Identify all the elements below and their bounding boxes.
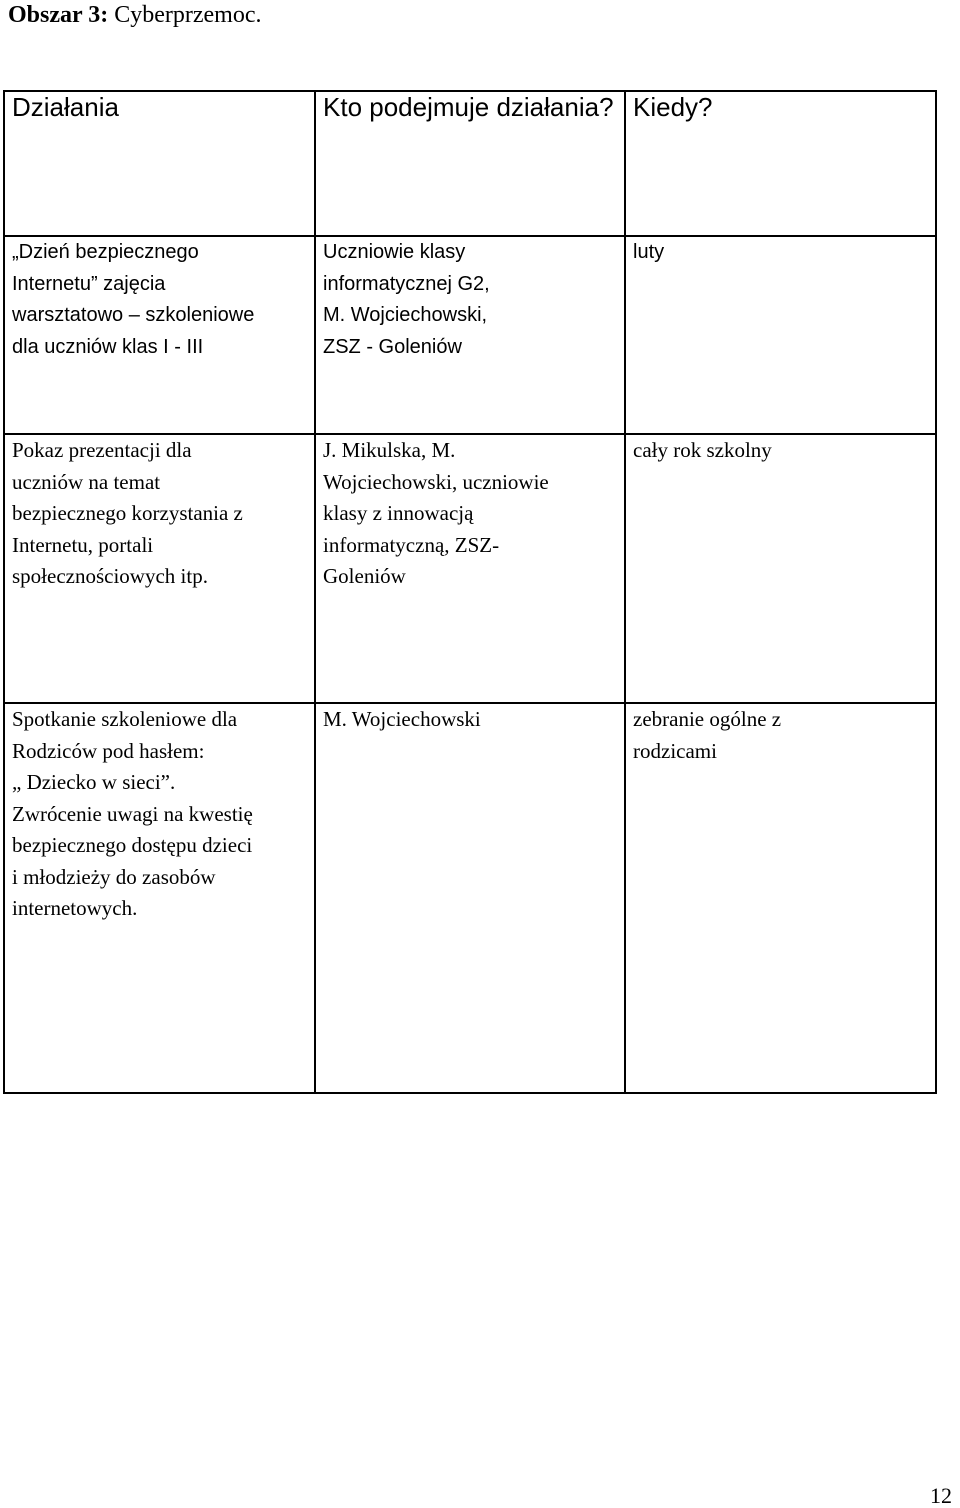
table-row [4, 236, 936, 434]
section-heading [8, 1, 262, 29]
section-title: Cyberprzemoc. [114, 2, 262, 28]
section-label: Obszar 3: [8, 2, 109, 28]
page-number: 12 [930, 1483, 952, 1508]
table-header-row [4, 91, 936, 236]
header-when: Kiedy? [625, 91, 936, 236]
table-row [4, 434, 936, 703]
cell-when: cały rok szkolny [625, 434, 936, 703]
cell-who: J. Mikulska, M. Wojciechowski, uczniowie klasy z innowacją informatyczną, ZSZ- Goleniów [315, 434, 625, 703]
cell-when: luty [625, 236, 936, 434]
cell-when: zebranie ogólne z rodzicami [625, 703, 936, 1093]
cell-action: Pokaz prezentacji dla uczniów na temat bezpiecznego korzystania z Internetu, portali społecznościowych itp. [4, 434, 315, 703]
header-actions: Działania [4, 91, 315, 236]
cell-action: Spotkanie szkoleniowe dla Rodziców pod hasłem: „ Dziecko w sieci”. Zwrócenie uwagi na kwestię bezpiecznego dostępu dzieci i młodzieży do zasobów internetowych. [4, 703, 315, 1093]
action-plan-table [3, 90, 937, 1094]
cell-action: „Dzień bezpiecznego Internetu” zajęcia warsztatowo – szkoleniowe dla uczniów klas I - III [4, 236, 315, 434]
header-who: Kto podejmuje działania? [315, 91, 625, 236]
cell-who: M. Wojciechowski [315, 703, 625, 1093]
table-row [4, 703, 936, 1093]
cell-who: Uczniowie klasy informatycznej G2, M. Wojciechowski, ZSZ - Goleniów [315, 236, 625, 434]
